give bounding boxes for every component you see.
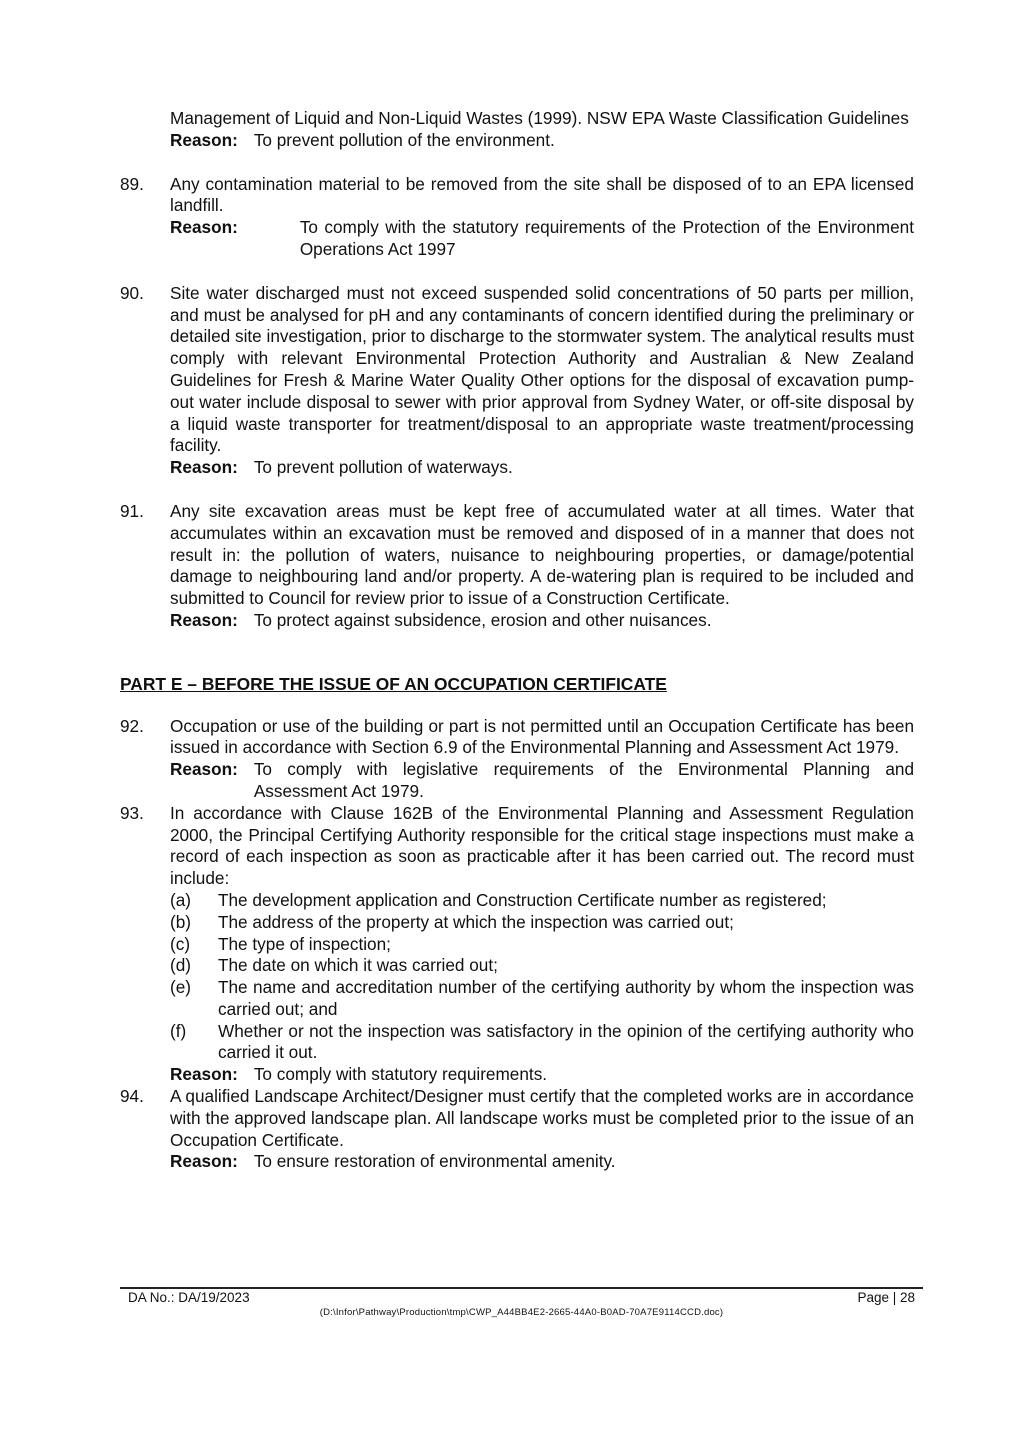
subitem-text: The address of the property at which the inspection was carried out;	[218, 911, 734, 932]
reason-label: Reason:	[170, 217, 238, 238]
condition-text: Site water discharged must not exceed suspended solid concentrations of 50 parts per million, and must be analysed for pH and any contaminants of concern identified during the preliminary or detailed site investigation, prior to discharge to the stormwater system. The analytical results must comply with relevant Environmental Protection Authority and Australian & New Zealand Guidelines for Fresh & Marine Water Quality Other options for the disposal of excavation pump-out water include disposal to sewer with prior approval from Sydney Water, or off-site disposal by a liquid waste transporter for treatment/disposal to an appropriate waste treatment/processing facility.	[170, 282, 914, 456]
intro-reason	[170, 130, 914, 152]
condition-reason	[170, 610, 914, 632]
subitem-label: (e)	[170, 977, 192, 998]
section-heading: PART E – BEFORE THE ISSUE OF AN OCCUPATION CERTIFICATE	[120, 673, 667, 694]
subitem-label: (c)	[170, 933, 191, 954]
subitem-a	[170, 890, 914, 912]
condition-number: 94.	[120, 1086, 144, 1107]
condition-number: 90.	[120, 282, 144, 303]
reason-label: Reason:	[170, 1064, 238, 1085]
subitem-f	[170, 1021, 914, 1065]
condition-89	[120, 174, 914, 261]
da-number: DA No.: DA/19/2023	[128, 1290, 250, 1305]
reason-label: Reason:	[170, 457, 238, 478]
condition-93	[120, 803, 914, 1086]
condition-text: Any site excavation areas must be kept free of accumulated water at all times. Water that accumulates within an excavation must be removed and disposed of in a manner that does not result in: the pollution of waters, nuisance to neighbouring properties, or damage/potential damage to neighbouring land and/or property. A de-watering plan is required to be included and submitted to Council for review prior to issue of a Construction Certificate.	[170, 500, 914, 609]
subitem-text: The date on which it was carried out;	[218, 955, 498, 976]
reason-label: Reason:	[170, 609, 238, 630]
condition-number: 91.	[120, 500, 144, 521]
condition-92	[120, 716, 914, 803]
subitem-label: (d)	[170, 955, 192, 976]
condition-number: 93.	[120, 802, 144, 823]
condition-94	[120, 1086, 914, 1173]
condition-91	[120, 501, 914, 632]
condition-reason	[170, 1151, 914, 1173]
condition-text: In accordance with Clause 162B of the Environmental Planning and Assessment Regulation 2000, the Principal Certifying Authority responsible for the critical stage inspections must make a record of each inspection as soon as practicable after it has been carried out. The record must include:	[170, 802, 914, 889]
reason-label: Reason:	[170, 1151, 238, 1172]
subitem-d	[170, 955, 914, 977]
condition-number: 89.	[120, 173, 144, 194]
page-number: Page | 28	[857, 1290, 915, 1305]
intro-text: Management of Liquid and Non-Liquid Wastes (1999). NSW EPA Waste Classification Guidelines	[170, 108, 909, 128]
subitem-label: (a)	[170, 889, 192, 910]
reason-text: To comply with the statutory requirements of the Protection of the Environment Operations Act 1997	[299, 217, 914, 259]
subitem-label: (b)	[170, 911, 192, 932]
reason-text: To protect against subsidence, erosion and other nuisances.	[253, 609, 712, 630]
condition-reason	[170, 759, 914, 803]
condition-reason	[170, 217, 914, 261]
footer-row	[120, 1289, 923, 1305]
file-path: (D:\Infor\Pathway\Production\tmp\CWP_A44BB4E2-2665-44A0-B0AD-70A7E9114CCD.doc)	[319, 1307, 724, 1318]
condition-text: Occupation or use of the building or part is not permitted until an Occupation Certificate has been issued in accordance with Section 6.9 of the Environmental Planning and Assessment Act 1979.	[170, 715, 914, 758]
reason-text: To prevent pollution of waterways.	[253, 457, 513, 478]
reason-label: Reason:	[170, 129, 238, 150]
subitem-text: Whether or not the inspection was satisfactory in the opinion of the certifying authority who carried it out.	[218, 1020, 914, 1063]
condition-reason	[170, 1064, 914, 1086]
reason-label: Reason:	[170, 759, 238, 780]
page-content	[120, 108, 914, 1173]
condition-text: A qualified Landscape Architect/Designer must certify that the completed works are in accordance with the approved landscape plan. All landscape works must be completed prior to the issue of an Occupation Certificate.	[170, 1086, 914, 1150]
subitem-text: The type of inspection;	[218, 933, 391, 954]
page-footer	[120, 1287, 923, 1318]
subitem-label: (f)	[170, 1020, 187, 1041]
reason-text: To comply with legislative requirements of the Environmental Planning and Assessment Act 1979.	[253, 759, 914, 801]
subitem-e	[170, 977, 914, 1021]
subitem-text: The development application and Construction Certificate number as registered;	[218, 889, 827, 910]
condition-90	[120, 283, 914, 479]
condition-reason	[170, 457, 914, 479]
subitem-text: The name and accreditation number of the certifying authority by whom the inspection was carried out; and	[218, 977, 914, 1019]
intro-block	[170, 108, 914, 152]
subitem-b	[170, 912, 914, 934]
condition-text: Any contamination material to be removed from the site shall be disposed of to an EPA licensed landfill.	[170, 173, 914, 216]
subitem-c	[170, 934, 914, 956]
reason-text: To comply with statutory requirements.	[253, 1064, 548, 1085]
reason-text: To ensure restoration of environmental amenity.	[253, 1151, 616, 1172]
condition-number: 92.	[120, 715, 144, 736]
reason-text: To prevent pollution of the environment.	[253, 129, 555, 150]
